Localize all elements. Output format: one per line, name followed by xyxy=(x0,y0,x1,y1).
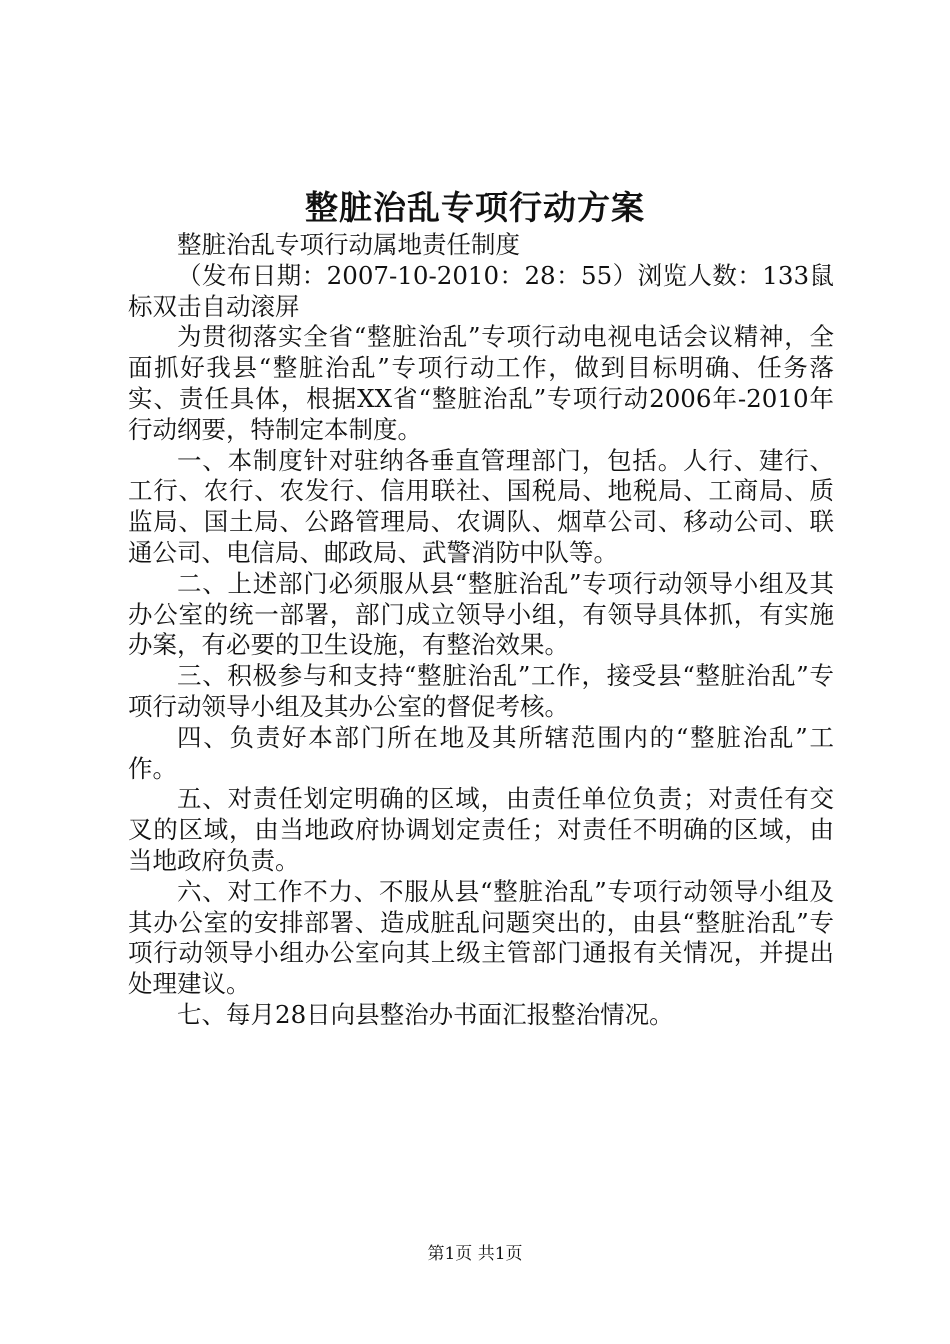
clause-3-paragraph: 三、积极参与和支持“整脏治乱”工作，接受县“整脏治乱”专项行动领导小组及其办公室的督促考核。 xyxy=(128,661,834,721)
document-title: 整脏治乱专项行动方案 xyxy=(305,188,645,227)
clause-7-paragraph: 七、每月28日向县整治办书面汇报整治情况。 xyxy=(177,999,674,1029)
document-body xyxy=(128,230,834,1031)
page-number-footer: 第1页 共1页 xyxy=(427,1244,523,1264)
clause-2-paragraph: 二、上述部门必须服从县“整脏治乱”专项行动领导小组及其办公室的统一部署，部门成立领导小组，有领导具体抓，有实施办案，有必要的卫生设施，有整治效果。 xyxy=(128,568,834,660)
clause-5-paragraph: 五、对责任划定明确的区域，由责任单位负责；对责任有交叉的区域，由当地政府协调划定责任；对责任不明确的区域，由当地政府负责。 xyxy=(128,784,834,875)
intro-paragraph: 为贯彻落实全省“整脏治乱”专项行动电视电话会议精神，全面抓好我县“整脏治乱”专项行动工作，做到目标明确、任务落实、责任具体，根据XX省“整脏治乱”专项行动2006年-2010年行动纲要，特制定本制度。 xyxy=(128,322,834,444)
clause-1-paragraph: 一、本制度针对驻纳各垂直管理部门，包括。人行、建行、工行、农行、农发行、信用联社、国税局、地税局、工商局、质监局、国土局、公路管理局、农调队、烟草公司、移动公司、联通公司、电信局、邮政局、武警消防中队等。 xyxy=(128,445,834,567)
clause-4-paragraph: 四、负责好本部门所在地及其所辖范围内的“整脏治乱”工作。 xyxy=(128,722,834,783)
publish-info-paragraph: （发布日期：2007-10-2010：28：55）浏览人数：133鼠标双击自动滚屏 xyxy=(128,260,834,321)
subtitle-paragraph: 整脏治乱专项行动属地责任制度 xyxy=(177,230,520,259)
clause-6-paragraph: 六、对工作不力、不服从县“整脏治乱”专项行动领导小组及其办公室的安排部署、造成脏乱问题突出的，由县“整脏治乱”专项行动领导小组办公室向其上级主管部门通报有关情况，并提出处理建议。 xyxy=(128,876,834,999)
